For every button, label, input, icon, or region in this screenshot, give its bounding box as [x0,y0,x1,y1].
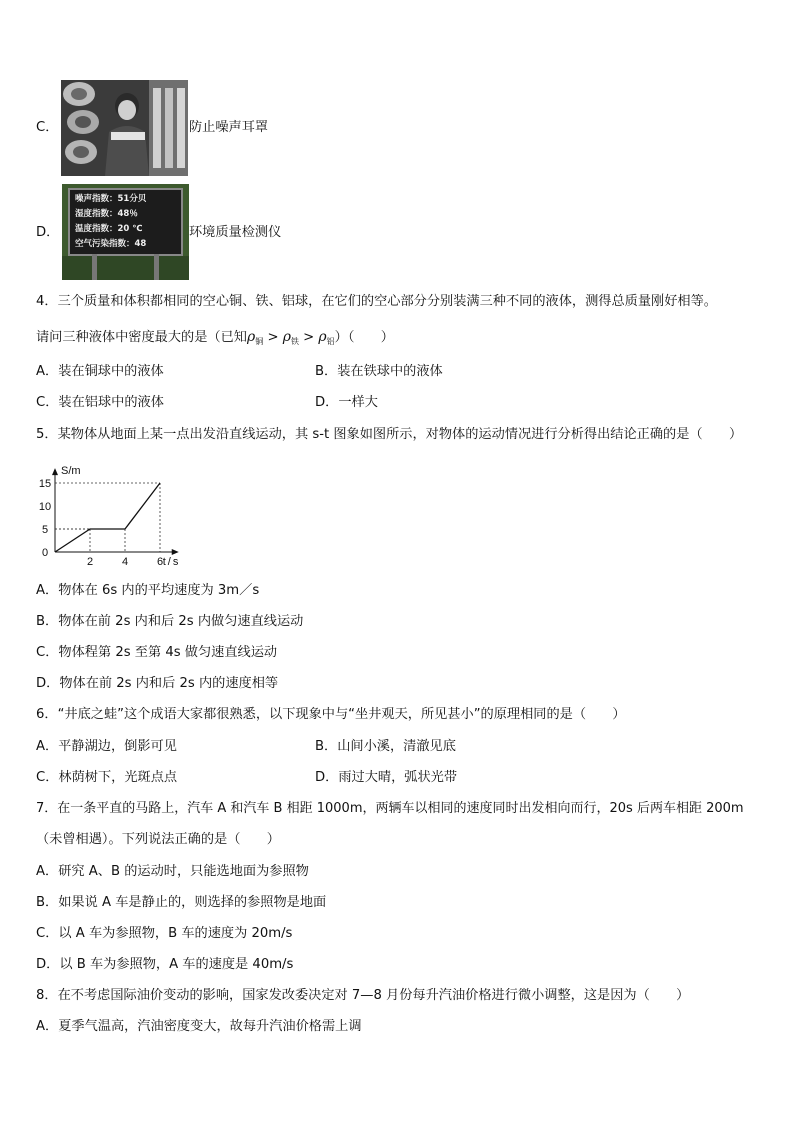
y-tick-label: 5 [41,524,49,536]
factory-worker-image [61,80,188,176]
rho-al-symbol: $\rho_铝$ [318,329,335,346]
q4-option-a: A．装在铜球中的液体 [36,364,164,379]
q4-stem-line2 [36,328,764,351]
q7-option-b: B．如果说 A 车是静止的，则选择的参照物是地面 [36,895,327,910]
q4-option-d: D．一样大 [315,395,378,410]
foliage-decoration [62,256,189,280]
q7-option-a: A．研究 A、B 的运动时，只能选地面为参照物 [36,864,309,879]
q5-option-d: D．物体在前 2s 内和后 2s 内的速度相等 [36,676,279,691]
q6-option-a: A．平静湖边，倒影可见 [36,739,177,754]
q3-option-d-text: 环境质量检测仪 [189,225,282,240]
x-tick-label: 4 [121,556,129,568]
sign-line-pollution: 空气污染指数：48 [75,239,147,249]
rho-cu-symbol: $\rho_铜$ [247,329,264,346]
x-axis-label: t/s [162,556,181,568]
x-tick-label: 6 [156,556,164,568]
y-tick-label: 15 [38,478,52,490]
y-axis-arrow [52,468,58,475]
monitor-sign [68,188,183,256]
q5-option-b: B．物体在前 2s 内和后 2s 内做匀速直线运动 [36,614,304,629]
y-axis-label: S/m [61,465,81,478]
q7-stem-line1: 7．在一条平直的马路上，汽车 A 和汽车 B 相距 1000m，两辆车以相同的速度同时出发相向而行，20s 后两车相距 200m [36,801,744,816]
q6-option-c: C．林荫树下，光斑点点 [36,770,178,785]
q7-option-c: C．以 A 车为参照物，B 车的速度为 20m/s [36,926,293,941]
q4-option-c: C．装在铝球中的液体 [36,395,164,410]
q7-stem-line2: （未曾相遇）。下列说法正确的是（ ） [36,832,280,847]
q4-stem-line2-post: ）（ ） [334,330,394,345]
q4-stem-line2-pre: 请问三种液体中密度最大的是（已知 [36,330,247,345]
sign-post-right [154,254,159,280]
y-tick-label: 0 [41,547,49,559]
gt-sign: > [303,330,315,345]
q3-option-c-letter: C． [36,120,59,135]
q4-option-b: B．装在铁球中的液体 [315,364,443,379]
rho-fe-symbol: $\rho_铁$ [282,329,299,346]
gt-sign: > [267,330,279,345]
q5-option-c: C．物体程第 2s 至第 4s 做匀速直线运动 [36,645,278,660]
q5-option-a: A．物体在 6s 内的平均速度为 3m／s [36,583,260,598]
q6-stem: 6．“井底之蛙”这个成语大家都很熟悉，以下现象中与“坐井观天，所见甚小”的原理相同的是（ ） [36,707,626,722]
q6-option-d: D．雨过大晴，弧状光带 [315,770,458,785]
x-axis-arrow [172,549,179,555]
sign-line-temperature: 温度指数：20 ℃ [75,224,143,234]
q7-option-d: D．以 B 车为参照物，A 车的速度是 40m/s [36,957,294,972]
q8-stem: 8．在不考虑国际油价变动的影响，国家发改委决定对 7—8 月份每升汽油价格进行微小调整，这是因为（ ） [36,988,690,1003]
environment-monitor-photo [62,184,189,280]
q5-stem: 5．某物体从地面上某一点出发沿直线运动，其 s-t 图象如图所示，对物体的运动情况进行分析得出结论正确的是（ ） [36,427,743,442]
st-graph [30,452,210,572]
y-tick-label: 10 [38,501,52,513]
sign-line-humidity: 湿度指数：48％ [75,209,138,219]
q3-option-c-text: 防止噪声耳罩 [189,120,269,135]
earmuff-photo [61,80,188,176]
q8-option-a: A．夏季气温高，汽油密度变大，故每升汽油价格需上调 [36,1019,362,1034]
q4-stem-line1: 4．三个质量和体积都相同的空心铜、铁、铝球，在它们的空心部分分别装满三种不同的液体，测得总质量刚好相等。 [36,294,717,309]
q3-option-d-letter: D． [36,225,60,240]
sign-post-left [92,254,97,280]
sign-line-noise: 噪声指数：51分贝 [75,194,147,204]
x-tick-label: 2 [86,556,94,568]
st-series-line [55,483,160,552]
q6-option-b: B．山间小溪，清澈见底 [315,739,456,754]
